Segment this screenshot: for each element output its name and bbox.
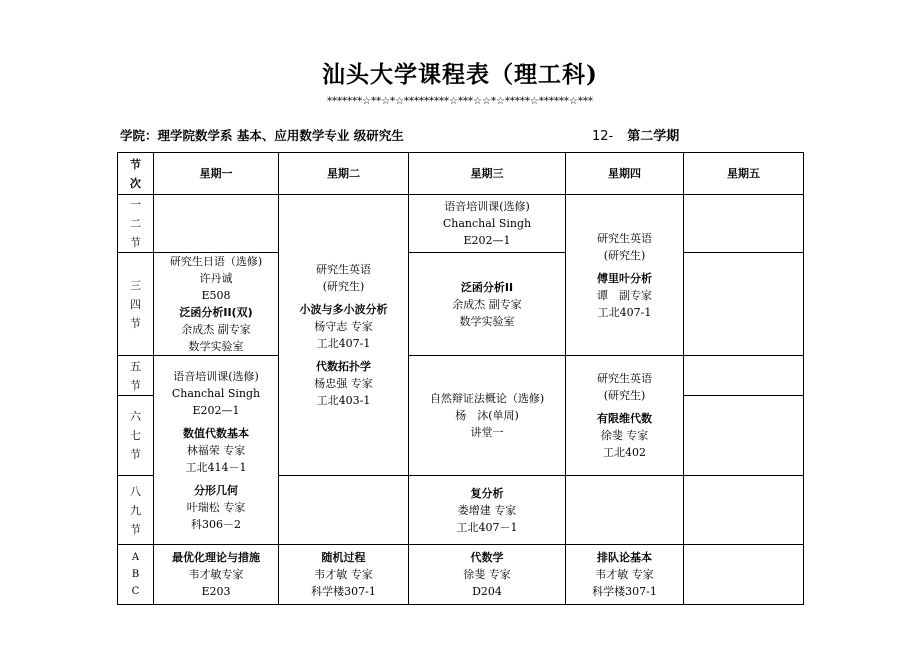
cell-tue-abc: 随机过程 韦才敏 专家 科学楼307-1	[279, 545, 409, 605]
page-title: 汕头大学课程表（理工科)	[322, 61, 598, 88]
term-label	[592, 125, 679, 144]
period-label-3-4: 三 四 节	[118, 253, 154, 356]
row-periods-1-2	[118, 195, 804, 253]
cell-mon-1-2	[154, 195, 279, 253]
cell-wed-5-7: 自然辩证法概论（选修) 杨 沐(单周) 讲堂一	[409, 356, 566, 476]
cell-fri-6-7	[684, 396, 804, 476]
day-header-fri: 星期五	[684, 153, 804, 195]
cell-fri-abc	[684, 545, 804, 605]
period-header: 节 次	[118, 153, 154, 195]
header-row	[118, 153, 804, 195]
period-label-8-9: 八 九 节	[118, 476, 154, 545]
period-label-6-7: 六 七 节	[118, 396, 154, 476]
cell-mon-3-4: 研究生日语（选修) 许丹诚 E508 泛函分析II(双) 余成杰 副专家 数学实验室	[154, 253, 279, 356]
cell-wed-3-4: 泛函分析II 余成杰 副专家 数学实验室	[409, 253, 566, 356]
cell-thu-abc: 排队论基本 韦才敏 专家 科学楼307-1	[566, 545, 684, 605]
subtitle: 学院：理学院数学系 基本、应用数学专业 级研究生	[120, 128, 404, 143]
cell-thu-8-9	[566, 476, 684, 545]
period-label-abc: A B C	[118, 545, 154, 605]
cell-thu-1-4: 研究生英语 (研究生) 傅里叶分析 谭 副专家 工北407-1	[566, 195, 684, 356]
cell-fri-1-2	[684, 195, 804, 253]
cell-mon-5-9: 语音培训课(选修) Chanchal Singh E202—1 数值代数基本 林福荣 专家 工北414－1 分形几何 叶瑞松 专家 科306－2	[154, 356, 279, 545]
cell-mon-abc: 最优化理论与措施 韦才敏专家 E203	[154, 545, 279, 605]
cell-fri-5	[684, 356, 804, 396]
row-periods-3-4	[118, 253, 804, 356]
row-periods-abc	[118, 545, 804, 605]
term-year: 12-	[592, 129, 614, 144]
day-header-tue: 星期二	[279, 153, 409, 195]
cell-fri-8-9	[684, 476, 804, 545]
cell-fri-3-4	[684, 253, 804, 356]
term-name: 第二学期	[627, 129, 680, 144]
period-label-5: 五 节	[118, 356, 154, 396]
day-header-thu: 星期四	[566, 153, 684, 195]
day-header-mon: 星期一	[154, 153, 279, 195]
row-period-5	[118, 356, 804, 396]
cell-wed-1-2: 语音培训课(选修) Chanchal Singh E202—1	[409, 195, 566, 253]
cell-tue-8-9	[279, 476, 409, 545]
cell-wed-abc: 代数学 徐斐 专家 D204	[409, 545, 566, 605]
period-label-1-2: 一 二 节	[118, 195, 154, 253]
cell-tue-1-7: 研究生英语 (研究生) 小波与多小波分析 杨守志 专家 工北407-1 代数拓扑学 杨忠强 专家 工北403-1	[279, 195, 409, 476]
cell-thu-5-7: 研究生英语 (研究生) 有限维代数 徐斐 专家 工北402	[566, 356, 684, 476]
day-header-wed: 星期三	[409, 153, 566, 195]
schedule-table	[117, 152, 804, 605]
decorative-stars: *******☆**☆*☆*********☆***☆☆*☆*****☆******☆***	[327, 96, 593, 107]
cell-wed-8-9: 复分析 娄增建 专家 工北407－1	[409, 476, 566, 545]
